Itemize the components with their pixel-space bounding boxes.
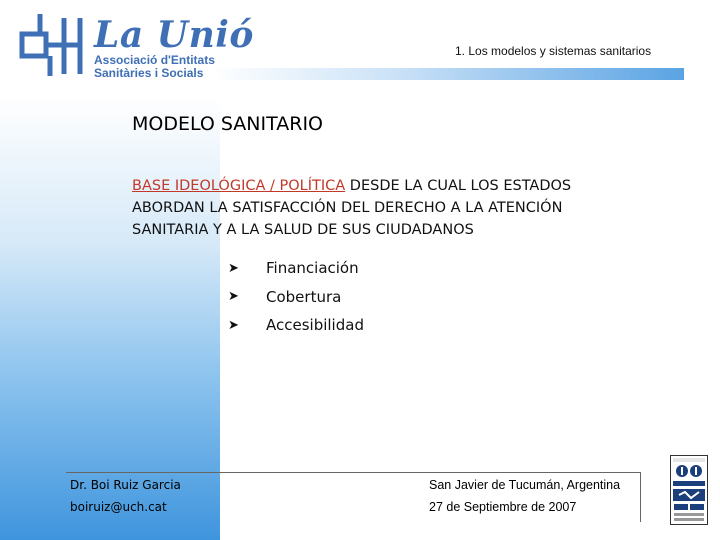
paragraph-highlight: BASE IDEOLÓGICA / POLÍTICA: [132, 178, 346, 194]
dnv-certification-icon: [670, 455, 708, 525]
arrow-bullet-icon: ➤: [228, 317, 239, 333]
list-item: [228, 283, 364, 312]
footer-divider: [66, 472, 641, 473]
footer-author: Dr. Boi Ruiz Garcia: [70, 478, 181, 492]
organization-subtitle-line1: Associació d'Entitats: [94, 53, 215, 67]
list-item: [228, 254, 364, 283]
slide-heading: MODELO SANITARIO: [132, 113, 324, 135]
bullet-label: Accesibilidad: [266, 316, 364, 335]
header-gradient-bar: [212, 68, 684, 80]
bullet-list: [228, 254, 364, 340]
organization-name: La Unió: [94, 14, 254, 56]
arrow-bullet-icon: ➤: [228, 260, 239, 276]
bullet-label: Financiación: [266, 259, 359, 278]
footer-divider-vertical: [640, 472, 641, 522]
organization-subtitle: [94, 54, 215, 80]
footer-date: 27 de Septiembre de 2007: [429, 500, 577, 514]
left-gradient-panel: [0, 0, 220, 540]
paragraph-rest: DESDE LA CUAL LOS ESTADOS ABORDAN LA SATISFACCIÓN DEL DERECHO A LA ATENCIÓN SANITARIA Y A LA SALUD DE SUS CIUDADANOS: [132, 178, 572, 238]
organization-logo: [18, 12, 254, 80]
main-paragraph: [132, 175, 622, 241]
list-item: [228, 311, 364, 340]
footer-email: boiruiz@uch.cat: [70, 500, 167, 514]
footer-location: San Javier de Tucumán, Argentina: [429, 478, 621, 492]
bullet-label: Cobertura: [266, 287, 342, 306]
la-unio-logo-icon: [18, 12, 88, 78]
section-title: 1. Los modelos y sistemas sanitarios: [455, 44, 652, 58]
arrow-bullet-icon: ➤: [228, 289, 239, 305]
organization-subtitle-line2: Sanitàries i Socials: [94, 66, 204, 80]
